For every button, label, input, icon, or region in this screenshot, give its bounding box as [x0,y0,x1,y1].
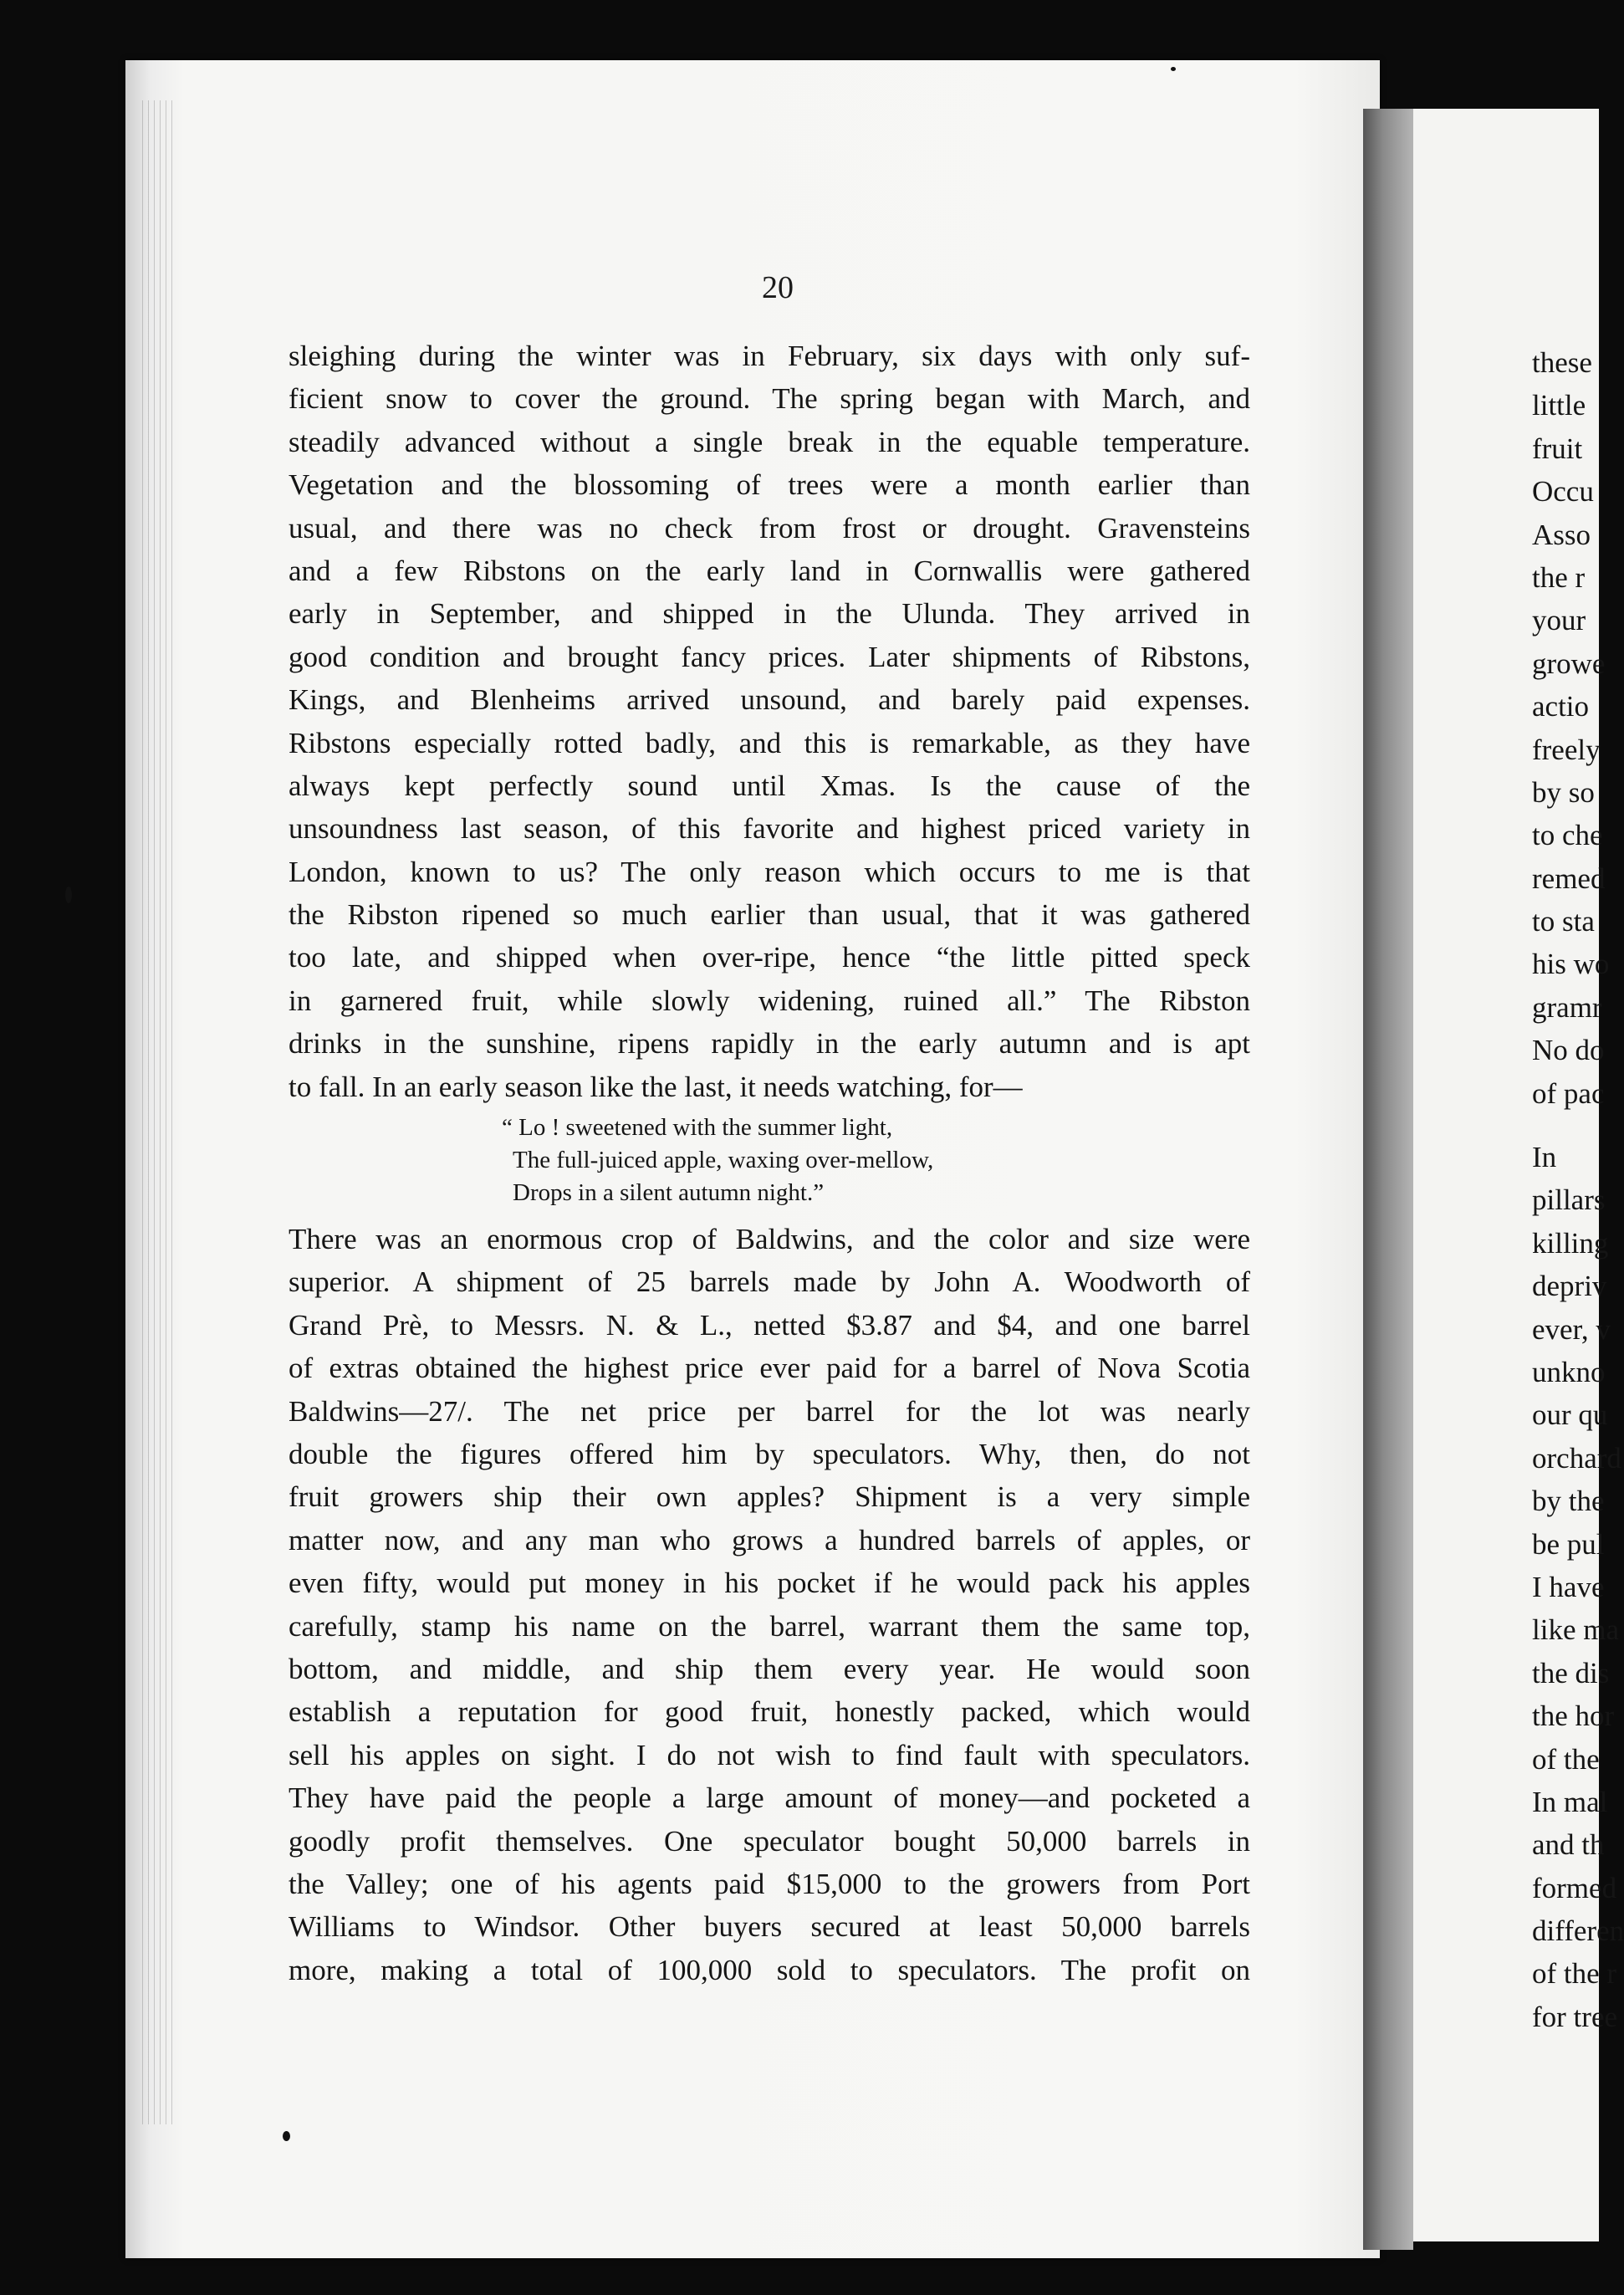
right-line: actio [1532,690,1590,723]
right-line: to che [1532,819,1603,852]
verse-line: “ Lo ! sweetened with the summer light, [502,1114,893,1142]
right-line: In mal [1532,1785,1608,1818]
text-line: early in September, and shipped in the Ulunda. They arrived in [289,597,1250,631]
text-line: of extras obtained the highest price ever paid for a barrel of Nova Scotia [289,1352,1250,1385]
text-line: Williams to Windsor. Other buyers secured at least 50,000 barrels [289,1910,1250,1944]
right-line: formed [1532,1871,1617,1904]
right-line: Occu [1532,475,1594,509]
right-line: orchard [1532,1441,1621,1475]
right-line: freely [1532,733,1601,766]
page-number: 20 [762,270,794,305]
right-line: In [1532,1141,1557,1174]
right-line: for tree [1532,2000,1618,2033]
right-line: of the [1532,1742,1600,1776]
right-line: and th [1532,1828,1605,1862]
text-line: carefully, stamp his name on the barrel, warrant them the same top, [289,1609,1250,1643]
text-line: the Valley; one of his agents paid $15,000 to the growers from Port [289,1867,1250,1900]
right-line: little [1532,389,1586,422]
right-line: remed [1532,861,1606,895]
right-line: by the [1532,1485,1605,1518]
right-line: I have [1532,1570,1605,1603]
text-line: steadily advanced without a single break in the equable temperature. [289,425,1250,458]
right-line: differen [1532,1914,1624,1948]
right-line: his wo [1532,948,1610,981]
text-line: always kept perfectly sound until Xmas. Is the cause of the [289,769,1250,802]
right-line: your [1532,604,1586,637]
right-page-text [1532,341,1624,2038]
right-line: ever, v [1532,1312,1611,1346]
text-line: the Ribston ripened so much earlier than usual, that it was gathered [289,898,1250,932]
right-line: depriv [1532,1270,1607,1303]
right-line: No do [1532,1034,1605,1067]
text-line: There was an enormous crop of Baldwins, and the color and size were [289,1223,1250,1256]
right-line: fruit [1532,432,1583,465]
text-line: too late, and shipped when over-ripe, hence “the little pitted speck [289,941,1250,974]
scan-speck [65,887,72,903]
right-line: the dis [1532,1656,1610,1689]
text-line: They have paid the people a large amount of money—and pocketed a [289,1781,1250,1815]
text-line: establish a reputation for good fruit, honestly packed, which would [289,1695,1250,1729]
text-line: in garnered fruit, while slowly widening, ruined all.” The Ribston [289,984,1250,1017]
right-line: growe [1532,647,1606,680]
text-line: Baldwins—27/. The net price per barrel for the lot was nearly [289,1394,1250,1428]
right-line: the r [1532,560,1586,594]
text-line: good condition and brought fancy prices. Later shipments of Ribstons, [289,640,1250,673]
right-line: be pul [1532,1527,1605,1561]
text-line: Vegetation and the blossoming of trees were a month earlier than [289,468,1250,502]
verse-quotation [289,1108,1250,1218]
text-line: more, making a total of 100,000 sold to speculators. The profit on [289,1953,1250,1986]
right-line: to sta [1532,905,1595,938]
text-line: double the figures offered him by speculators. Why, then, do not [289,1437,1250,1470]
scan-speck [1171,67,1176,71]
text-line: sell his apples on sight. I do not wish to find fault with speculators. [289,1738,1250,1771]
text-line: matter now, and any man who grows a hundred barrels of apples, or [289,1523,1250,1556]
page-edge-shading [142,100,176,2124]
verse-line: Drops in a silent autumn night.” [513,1179,825,1207]
text-line: ficient snow to cover the ground. The spring began with March, and [289,382,1250,416]
book-gutter [1363,109,1413,2250]
text-line: sleighing during the winter was in February, six days with only suf- [289,340,1250,372]
right-line: killing [1532,1226,1609,1260]
text-line: Grand Prè, to Messrs. N. & L., netted $3.87 and $4, and one barrel [289,1308,1250,1342]
verse-line: The full-juiced apple, waxing over-mellow, [513,1147,934,1174]
text-line: Ribstons especially rotted badly, and this is remarkable, as they have [289,726,1250,759]
text-line: fruit growers ship their own apples? Shipment is a very simple [289,1480,1250,1514]
right-line: our qu [1532,1398,1608,1432]
text-line: and a few Ribstons on the early land in Cornwallis were gathered [289,554,1250,587]
text-line: bottom, and middle, and ship them every year. He would soon [289,1652,1250,1685]
text-line: drinks in the sunshine, ripens rapidly in the early autumn and is apt [289,1027,1250,1061]
right-line: pillars [1532,1183,1606,1217]
text-line: unsoundness last season, of this favorite and highest priced variety in [289,812,1250,846]
right-line: of the r [1532,1957,1617,1991]
right-line: like ma [1532,1613,1619,1647]
text-line: even fifty, would put money in his pocket if he would pack his apples [289,1567,1250,1600]
text-line: usual, and there was no check from frost or drought. Gravensteins [289,511,1250,544]
right-line: gramr [1532,990,1602,1024]
scan-speck [283,2131,290,2141]
right-line: these [1532,346,1592,379]
text-line: Kings, and Blenheims arrived unsound, and barely paid expenses. [289,683,1250,717]
right-line: unkno [1532,1355,1606,1388]
text-line: goodly profit themselves. One speculator bought 50,000 barrels in [289,1824,1250,1858]
text-line: superior. A shipment of 25 barrels made by John A. Woodworth of [289,1265,1250,1299]
text-line: to fall. In an early season like the last, it needs watching, for— [289,1070,1023,1103]
right-line: the hor [1532,1700,1615,1733]
right-line: Asso [1532,518,1591,551]
right-line: by so [1532,775,1595,809]
right-line: of pac [1532,1076,1605,1110]
body-text [289,335,1250,1991]
paragraph-gap [1532,1115,1624,1136]
text-line: London, known to us? The only reason which occurs to me is that [289,855,1250,888]
